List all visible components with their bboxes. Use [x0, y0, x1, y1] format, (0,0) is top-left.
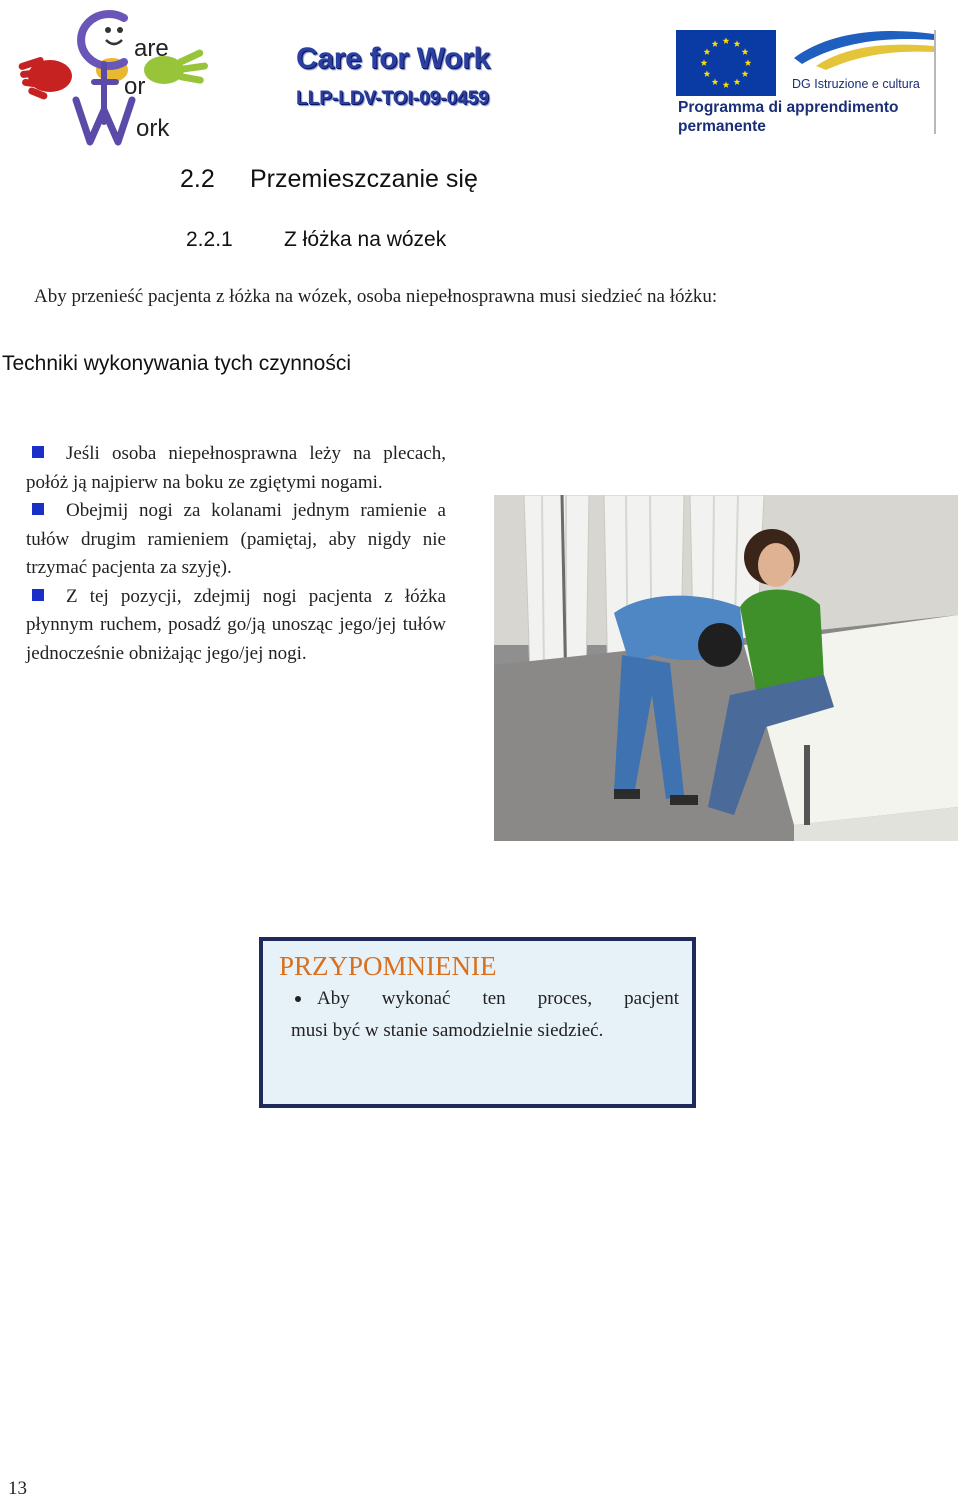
section-heading	[180, 165, 478, 194]
logo-text-or: or	[124, 73, 146, 100]
reminder-box	[259, 937, 696, 1108]
steps-list	[26, 440, 446, 668]
red-handprint-icon	[18, 56, 72, 100]
eu-dg-label: DG Istruzione e cultura	[792, 77, 920, 91]
reminder-text	[291, 983, 679, 1047]
transfer-photo	[494, 495, 958, 841]
care-for-work-logo	[12, 4, 212, 146]
eu-programme-line2: permanente	[678, 118, 766, 135]
subsection-heading	[186, 228, 446, 252]
list-item: Z tej pozycji, zdejmij nogi pacjenta z łóżka płynnym ruchem, posadź go/ją unosząc jego/jej tułów jednocześnie obniżając jego/jej nogi.	[26, 583, 446, 669]
project-title: Care for Work	[296, 42, 490, 75]
logo-text-are: are	[134, 35, 169, 62]
reminder-line-1	[291, 983, 679, 1015]
techniques-heading: Techniki wykonywania tych czynności	[2, 352, 351, 375]
reminder-line-2: musi być w stanie samodzielnie siedzieć.	[291, 1020, 604, 1041]
subsection-number: 2.2.1	[186, 228, 233, 251]
project-code: LLP-LDV-TOI-09-0459	[296, 88, 489, 109]
subsection-title: Z łóżka na wózek	[284, 228, 447, 251]
reminder-title: PRZYPOMNIENIE	[279, 951, 497, 981]
eu-programme-line1: Programma di apprendimento	[678, 99, 899, 116]
reminder-word: proces,	[537, 988, 593, 1009]
reminder-word: wykonać	[381, 988, 451, 1009]
page-number: 13	[8, 1478, 27, 1499]
list-item: Obejmij nogi za kolanami jednym ramienie a tułów drugim ramieniem (pamiętaj, aby nigdy nie trzymać pacjenta za szyję).	[26, 497, 446, 583]
reminder-word: pacjent	[624, 988, 679, 1009]
eu-programme-logo	[676, 28, 938, 136]
list-item: Jeśli osoba niepełnosprawna leży na plecach, połóż ją najpierw na boku ze zgiętymi nogami.	[26, 440, 446, 497]
section-number: 2.2	[180, 165, 215, 193]
intro-paragraph: Aby przenieść pacjenta z łóżka na wózek, osoba niepełnosprawna musi siedzieć na łóżku:	[34, 286, 718, 307]
reminder-word: ten	[482, 988, 506, 1009]
bullet-dot-icon	[295, 996, 301, 1002]
section-title: Przemieszczanie się	[250, 165, 478, 193]
logo-text-ork: ork	[136, 115, 170, 142]
reminder-word: Aby	[317, 988, 350, 1009]
